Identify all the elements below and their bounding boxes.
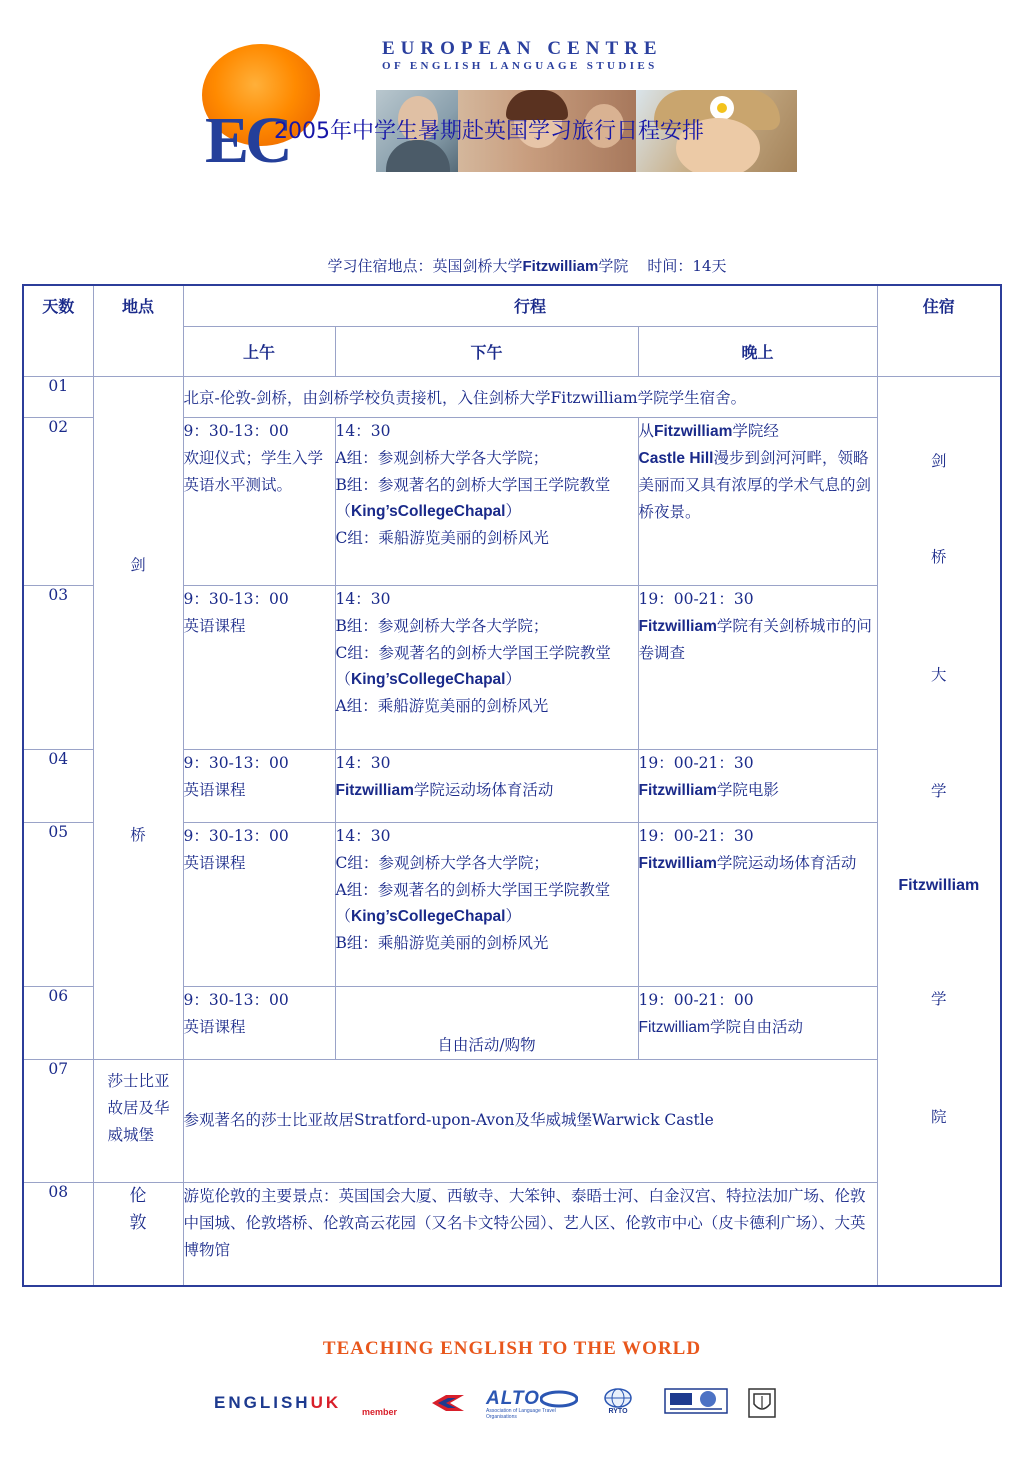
day06-evening: 19：00-21：00 Fitzwilliam学院自由活动 bbox=[638, 986, 877, 1059]
globe-icon bbox=[604, 1388, 632, 1408]
time-slot: 19：00-21：30 bbox=[638, 589, 754, 608]
logo-alto-subtext: Association of Language Travel Organisations bbox=[486, 1408, 556, 1420]
day08-itinerary: 游览伦敦的主要景点：英国国会大厦、西敏寺、大笨钟、泰晤士河、白金汉宫、特拉法加广场、伦敦中国城、伦敦塔桥、伦敦高云花园（又名卡文特公园）、艺人区、伦敦市中心（皮卡德利广场）、大英博物馆 bbox=[183, 1182, 877, 1286]
group-c-text: C组：参观剑桥大学各大学院； bbox=[335, 853, 549, 872]
day05-afternoon bbox=[335, 822, 638, 986]
activity-text: 英语课程 bbox=[183, 1017, 246, 1036]
place-char: 剑 bbox=[130, 555, 146, 574]
header-day: 天数 bbox=[23, 285, 93, 376]
header-itinerary: 行程 bbox=[183, 285, 877, 326]
day04-afternoon: 14：30 Fitzwilliam学院运动场体育活动 bbox=[335, 749, 638, 822]
time-slot: 19：00-21：00 bbox=[638, 990, 754, 1009]
lodging-char: 桥 bbox=[931, 547, 947, 566]
subtitle-suffix: 学院 bbox=[598, 257, 629, 275]
header-row-1 bbox=[23, 285, 1001, 326]
group-b-text: B组：参观剑桥大学各大学院； bbox=[335, 616, 549, 635]
group-b-text: B组：乘船游览美丽的剑桥风光 bbox=[335, 933, 549, 952]
accreditation-badge-icon bbox=[664, 1388, 728, 1414]
subtitle-prefix: 学习住宿地点：英国剑桥大学 bbox=[327, 257, 523, 275]
footer-slogan: TEACHING ENGLISH TO THE WORLD bbox=[322, 1338, 702, 1359]
lodging-college: Fitzwilliam bbox=[898, 876, 980, 894]
day06-morning bbox=[183, 986, 335, 1059]
day-number: 05 bbox=[23, 822, 93, 986]
lodging-char: 院 bbox=[931, 1107, 947, 1126]
day-number: 04 bbox=[23, 749, 93, 822]
group-a-text: A组：参观剑桥大学各大学院； bbox=[335, 448, 549, 467]
lodging-char: 大 bbox=[931, 665, 947, 684]
logo-alto-text: ALTO bbox=[486, 1388, 540, 1409]
activity-text: 英语课程 bbox=[183, 616, 246, 635]
english-uk-logo bbox=[214, 1388, 464, 1418]
day02-morning bbox=[183, 417, 335, 585]
alto-logo bbox=[486, 1388, 578, 1418]
activity-text: 英语课程 bbox=[183, 780, 246, 799]
crest-shield-icon bbox=[748, 1388, 776, 1418]
time-slot: 9：30-13：00 bbox=[183, 753, 289, 772]
day03-morning bbox=[183, 585, 335, 749]
time-slot: 14：30 bbox=[335, 753, 391, 772]
time-slot: 9：30-13：00 bbox=[183, 990, 289, 1009]
time-slot: 9：30-13：00 bbox=[183, 826, 289, 845]
ec-logo-letters: EC bbox=[205, 104, 289, 177]
day06-afternoon: 自由活动/购物 bbox=[335, 986, 638, 1059]
org-name-line2: OF ENGLISH LANGUAGE STUDIES bbox=[382, 60, 658, 72]
place-char: 伦 bbox=[129, 1185, 147, 1206]
day05-morning bbox=[183, 822, 335, 986]
day-number: 08 bbox=[23, 1182, 93, 1286]
schedule-table bbox=[22, 284, 1002, 1287]
ryto-logo bbox=[596, 1388, 640, 1418]
header-lodging: 住宿 bbox=[877, 285, 1001, 376]
group-b-text: B组：参观著名的剑桥大学国王学院教堂（King’sCollegeChapal） bbox=[335, 475, 611, 520]
place-cambridge-cell bbox=[93, 376, 183, 1059]
day-number: 03 bbox=[23, 585, 93, 749]
day-number: 01 bbox=[23, 376, 93, 417]
lodging-char: 学 bbox=[931, 781, 947, 800]
group-a-text: A组：参观著名的剑桥大学国王学院教堂（King’sCollegeChapal） bbox=[335, 880, 611, 925]
day-number: 06 bbox=[23, 986, 93, 1059]
activity-text: 英语课程 bbox=[183, 853, 246, 872]
header-morning: 上午 bbox=[183, 326, 335, 376]
day03-evening: 19：00-21：30 Fitzwilliam学院有关剑桥城市的问卷调查 bbox=[638, 585, 877, 749]
day-number: 07 bbox=[23, 1059, 93, 1182]
place-char: 敦 bbox=[129, 1212, 147, 1233]
lodging-char: 剑 bbox=[931, 451, 947, 470]
accreditation-logo bbox=[664, 1388, 728, 1418]
lodging-cell bbox=[877, 376, 1001, 1286]
page-title: 2005年中学生暑期赴英国学习旅行日程安排 bbox=[274, 119, 704, 144]
day02-afternoon bbox=[335, 417, 638, 585]
header-place: 地点 bbox=[93, 285, 183, 376]
union-flag-arrow-icon bbox=[432, 1395, 464, 1411]
header-evening: 晚上 bbox=[638, 326, 877, 376]
group-a-text: A组：乘船游览美丽的剑桥风光 bbox=[335, 696, 549, 715]
logo-english-text: ENGLISH bbox=[214, 1393, 311, 1412]
crest-logo bbox=[748, 1388, 776, 1418]
footer-logo-row bbox=[214, 1388, 784, 1418]
time-slot: 19：00-21：30 bbox=[638, 826, 754, 845]
day07-itinerary: 参观著名的莎士比亚故居Stratford-upon-Avon及华威城堡Warwick Castle bbox=[183, 1059, 877, 1182]
lodging-char: 学 bbox=[931, 989, 947, 1008]
day01-itinerary: 北京-伦敦-剑桥，由剑桥学校负责接机，入住剑桥大学Fitzwilliam学院学生宿舍。 bbox=[183, 376, 877, 417]
table-row-day07 bbox=[23, 1059, 1001, 1182]
group-c-text: C组：乘船游览美丽的剑桥风光 bbox=[335, 528, 549, 547]
day02-evening: 从Fitzwilliam学院经 Castle Hill漫步到剑河河畔，领略美丽而又具有浓厚的学术气息的剑桥夜景。 bbox=[638, 417, 877, 585]
logo-ryto-text: RYTO bbox=[608, 1408, 628, 1415]
logo-uk-text: UK bbox=[310, 1393, 342, 1412]
logo-member-text: member bbox=[362, 1407, 398, 1417]
time-slot: 9：30-13：00 bbox=[183, 421, 289, 440]
day04-morning bbox=[183, 749, 335, 822]
activity-text: 欢迎仪式；学生入学英语水平测试。 bbox=[183, 448, 324, 494]
time-slot: 19：00-21：30 bbox=[638, 753, 754, 772]
time-slot: 14：30 bbox=[335, 826, 391, 845]
day03-afternoon bbox=[335, 585, 638, 749]
table-row-day01 bbox=[23, 376, 1001, 417]
time-slot: 9：30-13：00 bbox=[183, 589, 289, 608]
header-afternoon: 下午 bbox=[335, 326, 638, 376]
day08-place bbox=[93, 1182, 183, 1286]
group-c-text: C组：参观著名的剑桥大学国王学院教堂（King’sCollegeChapal） bbox=[335, 643, 611, 688]
time-slot: 14：30 bbox=[335, 421, 391, 440]
table-row-day08 bbox=[23, 1182, 1001, 1286]
subtitle-college: Fitzwilliam bbox=[522, 258, 599, 275]
alto-swoosh-icon bbox=[540, 1390, 578, 1408]
time-slot: 14：30 bbox=[335, 589, 391, 608]
org-name-line1: EUROPEAN CENTRE bbox=[382, 38, 663, 59]
day04-evening: 19：00-21：30 Fitzwilliam学院电影 bbox=[638, 749, 877, 822]
day05-evening: 19：00-21：30 Fitzwilliam学院运动场体育活动 bbox=[638, 822, 877, 986]
day-number: 02 bbox=[23, 417, 93, 585]
day07-place: 莎士比亚故居及华威城堡 bbox=[93, 1059, 183, 1182]
subtitle-time: 时间：14天 bbox=[647, 257, 727, 275]
place-char: 桥 bbox=[130, 825, 146, 844]
location-subtitle bbox=[0, 255, 1024, 276]
